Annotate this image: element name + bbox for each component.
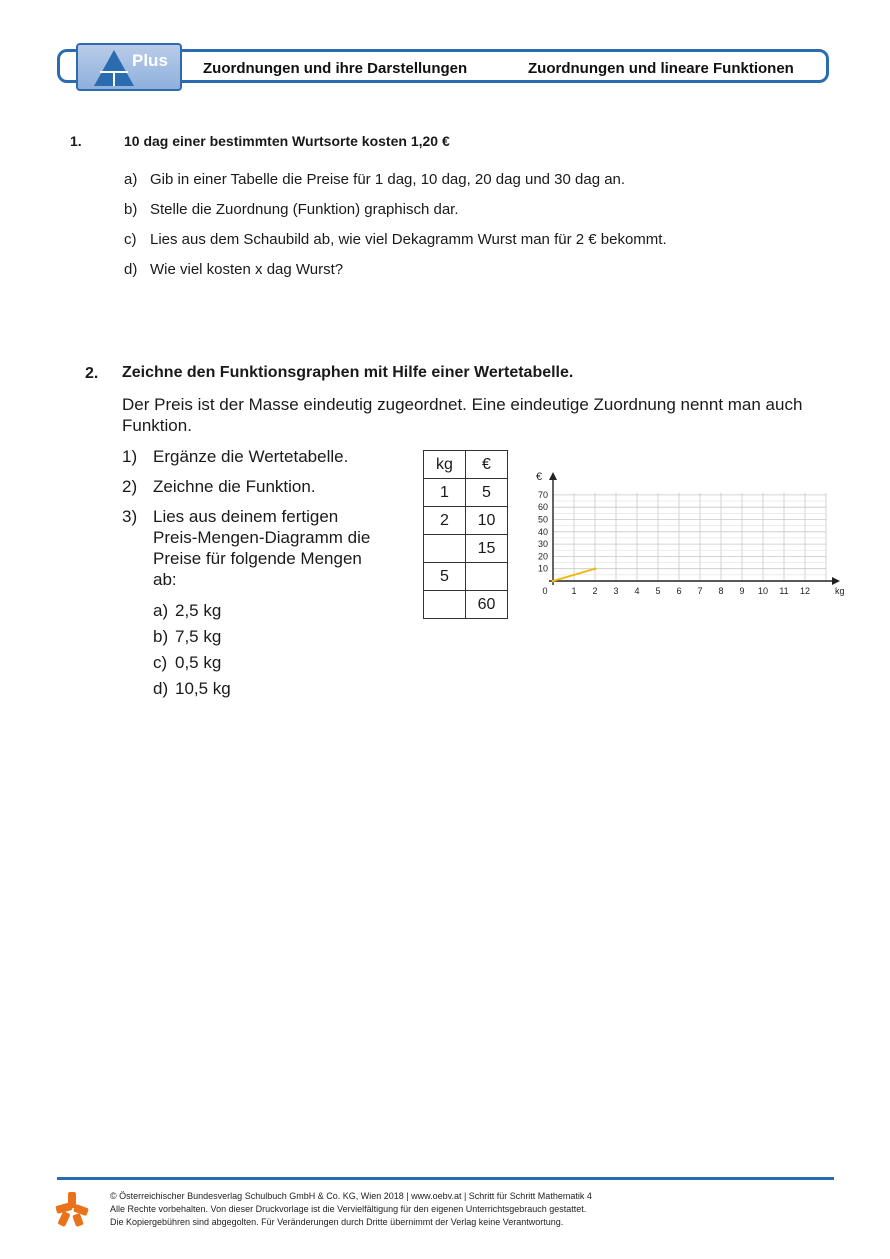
x-tick-label: 4 xyxy=(634,586,640,596)
subitem-letter: c) xyxy=(153,653,168,672)
table-cell[interactable]: 5 xyxy=(466,479,508,507)
value-table xyxy=(423,450,508,619)
x-tick-label: 2 xyxy=(592,586,598,596)
subitem-letter: b) xyxy=(153,627,169,646)
x-tick-label: 3 xyxy=(613,586,619,596)
task1-item xyxy=(124,201,459,218)
table-header-cell: kg xyxy=(424,451,466,479)
publisher-logo-icon xyxy=(54,1190,90,1228)
x-tick-label: 12 xyxy=(799,586,811,596)
step-text: Lies aus deinem fertigen Preis-Mengen-Diagramm die Preise für folgende Mengen ab: xyxy=(153,507,371,589)
table-cell[interactable] xyxy=(424,535,466,563)
table-cell[interactable] xyxy=(424,591,466,619)
header-title-right: Zuordnungen und lineare Funktionen xyxy=(528,60,794,77)
table-row xyxy=(424,563,508,591)
task1-item xyxy=(124,171,625,188)
y-tick-label: 60 xyxy=(537,502,548,513)
table-cell[interactable]: 2 xyxy=(424,507,466,535)
triangle-logo-icon xyxy=(92,48,136,88)
step-number: 1) xyxy=(122,447,138,466)
price-mass-chart xyxy=(520,468,845,603)
step-text: Ergänze die Wertetabelle. xyxy=(153,447,349,466)
table-row xyxy=(424,591,508,619)
item-text: Gib in einer Tabelle die Preise für 1 dag, 10 dag, 20 dag und 30 dag an. xyxy=(150,171,626,188)
item-letter: a) xyxy=(124,171,138,188)
table-cell[interactable]: 5 xyxy=(424,563,466,591)
y-tick-label: 70 xyxy=(537,489,548,500)
task2-subitem xyxy=(153,601,221,621)
task1-item xyxy=(124,231,667,248)
item-text: Wie viel kosten x dag Wurst? xyxy=(150,261,344,278)
subitem-text: 2,5 kg xyxy=(175,601,222,620)
task1-number: 1. xyxy=(70,133,82,149)
x-tick-label: 10 xyxy=(757,586,769,596)
x-tick-label: 8 xyxy=(718,586,724,596)
table-cell[interactable]: 15 xyxy=(466,535,508,563)
table-header-cell: € xyxy=(466,451,508,479)
subitem-text: 10,5 kg xyxy=(175,679,231,698)
step-number: 3) xyxy=(122,507,138,526)
item-letter: d) xyxy=(124,261,138,278)
footer-line xyxy=(57,1177,834,1180)
task1-item xyxy=(124,261,343,278)
y-tick-label: 50 xyxy=(537,514,548,525)
table-cell[interactable]: 60 xyxy=(466,591,508,619)
table-row xyxy=(424,479,508,507)
item-letter: c) xyxy=(124,231,137,248)
table-cell[interactable]: 10 xyxy=(466,507,508,535)
task2-number: 2. xyxy=(85,365,99,382)
y-tick-label: 10 xyxy=(537,563,548,574)
footer-line-text: Alle Rechte vorbehalten. Von dieser Druckvorlage ist die Vervielfältigung für den eigenen Unterrichtsgebrauch gestattet. xyxy=(110,1204,587,1214)
task2-subitem xyxy=(153,627,221,647)
task2-subitem xyxy=(153,653,221,673)
x-tick-label: 11 xyxy=(779,586,789,596)
subitem-letter: d) xyxy=(153,679,169,698)
task2-subitem xyxy=(153,679,231,699)
footer-line-text: © Österreichischer Bundesverlag Schulbuch GmbH & Co. KG, Wien 2018 | www.oebv.at | Schritt für Schritt Mathematik 4 xyxy=(110,1191,592,1201)
x-tick-label: 9 xyxy=(739,586,745,596)
x-tick-label: 7 xyxy=(697,586,703,596)
step-number: 2) xyxy=(122,477,138,496)
x-tick-label: 1 xyxy=(571,586,577,596)
item-letter: b) xyxy=(124,201,138,218)
y-tick-label: 30 xyxy=(537,539,548,550)
task2-intro: Der Preis ist der Masse eindeutig zugeordnet. Eine eindeutige Zuordnung nennt man auch Funktion. xyxy=(122,395,803,435)
x-tick-label: 6 xyxy=(676,586,682,596)
item-text: Stelle die Zuordnung (Funktion) graphisch dar. xyxy=(150,201,459,218)
subitem-letter: a) xyxy=(153,601,169,620)
subitem-text: 0,5 kg xyxy=(175,653,222,672)
x-tick-label: 0 xyxy=(542,586,548,596)
y-axis-arrow-icon xyxy=(549,472,557,480)
table-cell[interactable]: 1 xyxy=(424,479,466,507)
x-axis-label: kg xyxy=(835,586,845,596)
task2-title: Zeichne den Funktionsgraphen mit Hilfe einer Wertetabelle. xyxy=(122,364,574,381)
data-point xyxy=(552,580,555,583)
table-row xyxy=(424,535,508,563)
step-text: Zeichne die Funktion. xyxy=(153,477,316,496)
logo-text: Plus xyxy=(132,51,168,70)
y-tick-label: 40 xyxy=(537,526,548,537)
data-point xyxy=(594,567,597,570)
table-cell[interactable] xyxy=(466,563,508,591)
x-axis-arrow-icon xyxy=(832,577,840,585)
item-text: Lies aus dem Schaubild ab, wie viel Dekagramm Wurst man für 2 € bekommt. xyxy=(150,231,667,248)
plus-logo xyxy=(76,43,182,91)
x-tick-label: 5 xyxy=(655,586,661,596)
y-tick-label: 20 xyxy=(537,551,548,562)
footer-text xyxy=(110,1190,592,1229)
subitem-text: 7,5 kg xyxy=(175,627,222,646)
task1-title: 10 dag einer bestimmten Wurtsorte kosten 1,20 € xyxy=(124,133,450,149)
header-title-left: Zuordnungen und ihre Darstellungen xyxy=(203,60,468,77)
footer-line-text: Die Kopiergebühren sind abgegolten. Für Veränderungen durch Dritte übernimmt der Verlag keine Verantwortung. xyxy=(110,1217,564,1227)
table-row xyxy=(424,507,508,535)
y-axis-label: € xyxy=(535,471,543,483)
table-header-row xyxy=(424,451,508,479)
